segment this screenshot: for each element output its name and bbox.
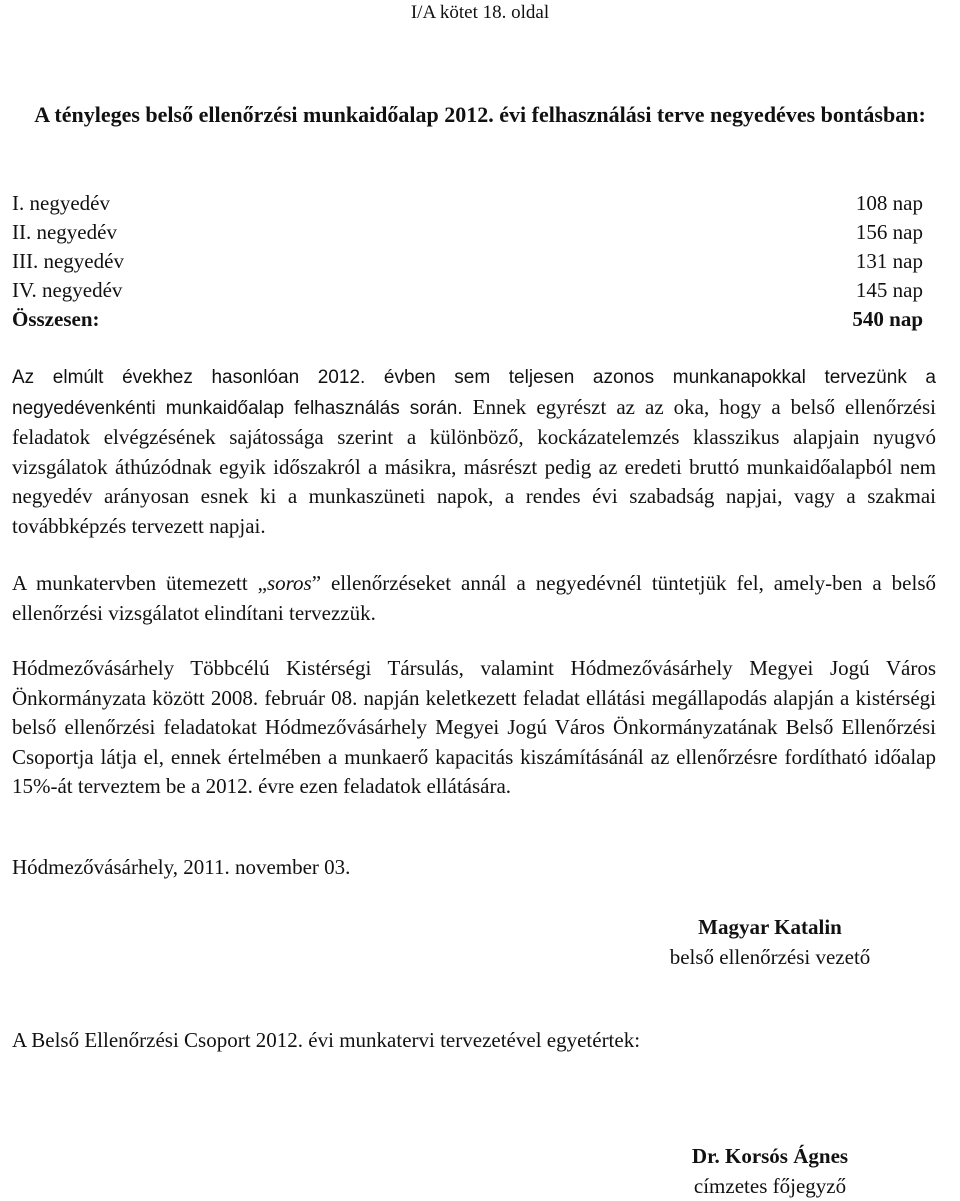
paragraph-body-text: Ennek egyrészt az az oka, hogy a belső ellenőrzési feladatok elvégzésének sajátossága szerint a különböző, kockázatelemzés klasszikus alapjain nyugvó vizsgálatok áthúzódnak egyik időszakról a másikra, másrészt pedig az eredeti bruttó munkaidőalapból nem negyedév arányosan esnek ki a munkaszüneti napok, a rendes évi szabadság napjai, vagy a szakmai továbbképzés tervezett napjai. [12,394,936,538]
signatory-title: belső ellenőrzési vezető [669,945,871,969]
quarter-value: 131 nap [855,249,923,273]
paragraph-agreement-details: Hódmezővásárhely Többcélú Kistérségi Társulás, valamint Hódmezővásárhely Megyei Jogú Város Önkormányzata között 2008. február 08. napján keletkezett feladat ellátási megállapodás alapján a kistérségi belső ellenőrzési feladatokat Hódmezővásárhely Megyei Jogú Város Önkormányzatának Belső Ellenőrzési Csoportja látja el, ennek értelmében a munkaerő kapacitás kiszámításánál az ellenőrzésre fordítható időalap 15%-át terveztem be a 2012. évre ezen feladatok ellátására. [12,656,936,798]
signature-block-head [600,912,940,972]
paragraph-workday-distribution [12,362,936,541]
emphasis-text: soros [266,571,312,595]
quarter-label: I. negyedév [12,191,110,215]
place-and-date: Hódmezővásárhely, 2011. november 03. [12,855,351,879]
agreement-statement: A Belső Ellenőrzési Csoport 2012. évi munkatervi tervezetével egyetértek: [12,1028,641,1052]
quarter-row [12,247,923,276]
paragraph-text-before: A munkatervben ütemezett „ [12,571,267,595]
paragraph-scheduling [12,569,936,628]
signatory-title: címzetes főjegyző [693,1174,847,1198]
total-label: Összesen: [12,307,100,331]
quarter-row [12,189,923,218]
quarter-label: III. negyedév [12,249,124,273]
total-value: 540 nap [852,307,923,331]
paragraph-text-after: ” ellenőrzéseket annál a negyedévnél tüntetjük fel, amely-ben a belső ellenőrzési vizsgálatot elindítani tervezzük. [12,571,936,625]
quarter-row [12,218,923,247]
quarter-row [12,276,923,305]
quarter-label: IV. negyedév [12,278,123,302]
quarter-table [12,189,923,334]
quarter-value: 156 nap [855,220,923,244]
signatory-name: Dr. Korsós Ágnes [691,1144,849,1168]
paragraph-intro-text: Az elmúlt évekhez hasonlóan 2012. évben sem teljesen azonos munkanapokkal tervezünk a negyedévenkénti munkaidőalap felhasználás során. [12,367,936,419]
page-header: I/A kötet 18. oldal [410,2,550,23]
document-title: A tényleges belső ellenőrzési munkaidőalap 2012. évi felhasználási terve negyedéves bontásban: [34,102,926,127]
signature-block-notary [620,1141,920,1201]
quarter-value: 108 nap [855,191,923,215]
signatory-name: Magyar Katalin [698,915,842,939]
quarter-value: 145 nap [855,278,923,302]
quarter-label: II. negyedév [12,220,117,244]
total-row [12,305,923,334]
